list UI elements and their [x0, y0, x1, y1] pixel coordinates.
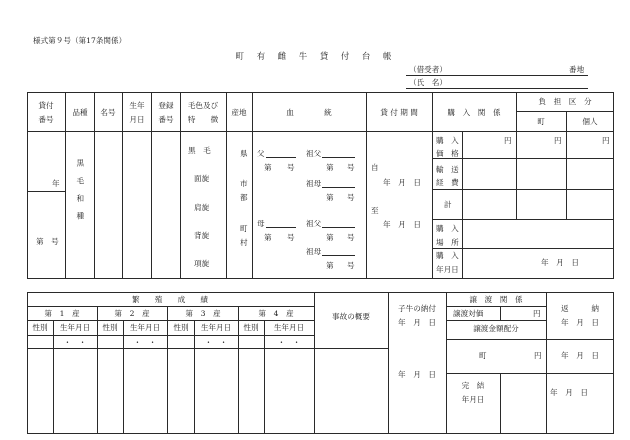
- mother-gou: 号: [287, 233, 295, 242]
- birth-header-1: 生年: [129, 101, 145, 110]
- bdate-dots-2: ・ ・: [133, 338, 157, 347]
- feature-shoulder-whorl: 肩旋: [194, 203, 210, 212]
- grandfather-2-line: [322, 227, 355, 228]
- return-header-1: 返 納: [561, 304, 599, 313]
- pedigree-grandmother-1: 祖母: [306, 179, 322, 188]
- grandmother-1-line: [322, 187, 355, 188]
- feature-face-whorl: 面旋: [194, 174, 210, 183]
- pedigree-grandfather-2: 祖父: [306, 219, 322, 228]
- origin-village: 村: [240, 238, 248, 247]
- breed-vertical: 黒毛和種: [75, 159, 85, 230]
- gf2-dai: 第: [326, 233, 334, 242]
- origin-city: 市: [240, 179, 248, 188]
- breed-header: 品種: [72, 108, 88, 117]
- allocation-town: 町: [479, 351, 487, 360]
- pedigree-grandfather-1: 祖父: [306, 149, 322, 158]
- pedigree-mother: 母: [257, 219, 265, 228]
- loan-year-label: 年: [52, 179, 60, 188]
- birth-1-header: 第 1 産: [44, 309, 80, 318]
- feature-back-whorl: 背旋: [194, 231, 210, 240]
- transfer-price-label: 譲渡対価: [453, 309, 484, 318]
- burden-individual-yen: 円: [602, 136, 610, 145]
- birth-header-2: 月日: [129, 115, 145, 124]
- burden-town-header: 町: [537, 117, 545, 126]
- period-to-date: 年 月 日: [383, 220, 421, 229]
- origin-prefecture: 県: [240, 149, 248, 158]
- burden-header: 負 担 区 分: [538, 97, 592, 106]
- purchase-date-label-1: 購 入: [436, 251, 459, 260]
- name-header: 名号: [100, 108, 116, 117]
- mother-dai: 第: [264, 233, 272, 242]
- form-style-number: 様式第９号（第17条関係）: [33, 36, 127, 45]
- bdate-dots-3: ・ ・: [204, 338, 228, 347]
- bdate-dots-4: ・ ・: [277, 338, 301, 347]
- father-dai: 第: [264, 163, 272, 172]
- grandmother-2-line: [322, 255, 355, 256]
- complete-label-2: 年月日: [461, 395, 485, 404]
- pedigree-header: 血 統: [286, 108, 332, 117]
- loan-no-header-2: 番号: [38, 115, 54, 124]
- origin-header: 産地: [231, 108, 247, 117]
- gf1-gou: 号: [347, 163, 355, 172]
- gm2-dai: 第: [326, 261, 334, 270]
- borrower-label: （借受者）: [409, 65, 447, 74]
- sex-header-4: 性別: [243, 323, 259, 332]
- purchase-header: 購 入 関 係: [447, 108, 501, 117]
- calf-payment-header-2: 年 月 日: [398, 318, 436, 327]
- loan-no-header-1: 貸付: [38, 101, 54, 110]
- transport-label-2: 経 費: [436, 178, 459, 187]
- address-suffix: 番地: [569, 65, 585, 74]
- transfer-header: 譲 渡 関 係: [469, 295, 523, 304]
- mother-line: [266, 227, 296, 228]
- loan-number-label: 第 号: [36, 237, 59, 246]
- name-label: （氏 名）: [409, 78, 447, 87]
- period-from: 自: [371, 163, 379, 172]
- color-header-1: 毛色及び: [187, 101, 219, 110]
- period-to: 至: [371, 206, 379, 215]
- calf-payment-header-1: 子牛の納付: [398, 304, 436, 313]
- price-yen: 円: [504, 136, 512, 145]
- sex-header-1: 性別: [32, 323, 48, 332]
- complete-date: 年 月 日: [550, 388, 588, 397]
- birth-4-header: 第 4 産: [258, 309, 294, 318]
- accident-header: 事故の概要: [332, 312, 370, 321]
- pedigree-grandmother-2: 祖母: [306, 247, 322, 256]
- pedigree-father: 父: [257, 149, 265, 158]
- father-line: [266, 157, 296, 158]
- return-header-2: 年 月 日: [561, 318, 599, 327]
- purchase-date-label-2: 年月日: [436, 265, 459, 274]
- price-label-2: 価 格: [436, 149, 459, 158]
- feature-nape-whorl: 項旋: [194, 259, 210, 268]
- breeding-header: 繁 殖 成 績: [132, 295, 208, 304]
- bdate-dots-1: ・ ・: [63, 338, 87, 347]
- transfer-price-yen: 円: [533, 309, 541, 318]
- return-date: 年 月 日: [561, 351, 599, 360]
- gm2-gou: 号: [347, 261, 355, 270]
- gf2-gou: 号: [347, 233, 355, 242]
- burden-individual-header: 個人: [582, 117, 598, 126]
- bdate-header-1: 生年月日: [59, 323, 91, 332]
- origin-metro: 都: [240, 193, 248, 202]
- gm1-dai: 第: [326, 193, 334, 202]
- period-header: 貸 付 期 間: [380, 108, 418, 117]
- feature-black-hair: 黒 毛: [188, 146, 211, 155]
- transport-label-1: 輸 送: [436, 165, 459, 174]
- place-label-1: 購 入: [436, 224, 459, 233]
- allocation-yen: 円: [534, 351, 542, 360]
- bdate-header-2: 生年月日: [129, 323, 161, 332]
- gm1-gou: 号: [347, 193, 355, 202]
- period-from-date: 年 月 日: [383, 178, 421, 187]
- bdate-header-3: 生年月日: [200, 323, 232, 332]
- allocation-header: 譲渡金額配分: [473, 324, 519, 333]
- place-label-2: 場 所: [436, 238, 459, 247]
- reg-header-2: 番号: [158, 115, 174, 124]
- birth-3-header: 第 3 産: [185, 309, 221, 318]
- sex-header-3: 性別: [173, 323, 189, 332]
- birth-2-header: 第 2 産: [114, 309, 150, 318]
- price-label-1: 購 入: [436, 136, 459, 145]
- grandfather-1-line: [322, 157, 355, 158]
- father-gou: 号: [287, 163, 295, 172]
- gf1-dai: 第: [326, 163, 334, 172]
- form-title: 町 有 雌 牛 貸 付 台 帳: [235, 51, 397, 61]
- reg-header-1: 登録: [158, 101, 174, 110]
- purchase-date-value: 年 月 日: [541, 258, 579, 267]
- bdate-header-4: 生年月日: [273, 323, 305, 332]
- origin-town: 町: [240, 224, 248, 233]
- total-label: 計: [444, 200, 452, 209]
- burden-town-yen: 円: [554, 136, 562, 145]
- color-header-2: 特 徴: [187, 115, 219, 124]
- sex-header-2: 性別: [102, 323, 118, 332]
- calf-payment-date: 年 月 日: [398, 370, 436, 379]
- complete-label-1: 完 結: [461, 381, 485, 390]
